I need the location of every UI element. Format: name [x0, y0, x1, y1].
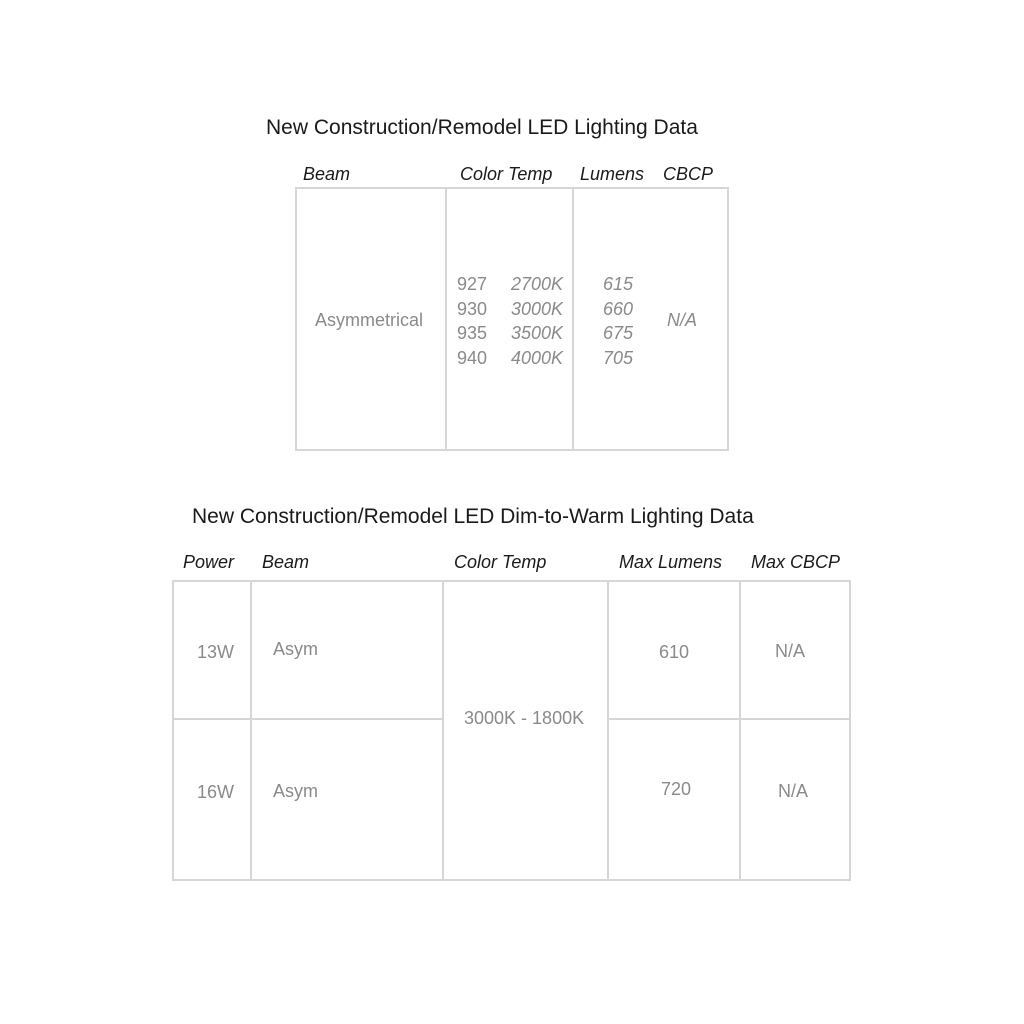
- table2-color-temp-value: 3000K - 1800K: [464, 708, 585, 728]
- table1-kelvin: 3500K: [511, 323, 564, 343]
- table2-header-max-cbcp: Max CBCP: [751, 552, 841, 572]
- table2-header-beam: Beam: [262, 552, 310, 572]
- table1-cbcp-value: N/A: [667, 310, 698, 330]
- table2-divider: [442, 580, 444, 881]
- table1-kelvin: 2700K: [511, 274, 564, 294]
- table1-kelvins: [511, 272, 563, 370]
- table1-header-beam: Beam: [303, 164, 351, 184]
- table1-lumens-value: 675: [603, 323, 634, 343]
- table2-divider: [739, 580, 741, 881]
- table2-row2-max-cbcp: N/A: [778, 781, 809, 801]
- table2-header-max-lumens: Max Lumens: [619, 552, 723, 572]
- table1-lumens: [603, 272, 633, 370]
- table1-lumens-value: 705: [603, 347, 634, 368]
- table1-kelvin: 4000K: [511, 347, 564, 368]
- table1-beam-value: Asymmetrical: [315, 310, 424, 330]
- table1-lumens-value: 615: [603, 274, 634, 294]
- table2-row1-beam: Asym: [273, 639, 318, 659]
- table1-header-color-temp: Color Temp: [460, 164, 553, 184]
- table2-divider: [250, 580, 252, 881]
- table2-row-divider: [607, 718, 851, 720]
- table2-row1-power: 13W: [197, 642, 235, 662]
- table2-row1-max-lumens: 610: [659, 642, 690, 662]
- table1-divider: [572, 187, 574, 451]
- table2-divider: [607, 580, 609, 881]
- table1-cri-code: 935: [457, 323, 488, 343]
- table1-title: New Construction/Remodel LED Lighting Data: [266, 116, 698, 139]
- table1-kelvin: 3000K: [511, 298, 564, 319]
- table1-cri-code: 940: [457, 347, 488, 368]
- table2-row2-max-lumens: 720: [661, 779, 692, 799]
- table1-cri-code: 927: [457, 274, 488, 294]
- table1-header-lumens: Lumens: [580, 164, 645, 184]
- table1-divider: [445, 187, 447, 451]
- table2-row-divider: [172, 718, 443, 720]
- table1-cri-code: 930: [457, 298, 488, 319]
- table2-row1-max-cbcp: N/A: [775, 641, 806, 661]
- table2-frame: [172, 580, 851, 881]
- table2-row2-beam: Asym: [273, 781, 318, 801]
- table2-header-power: Power: [183, 552, 235, 572]
- table1-cri-codes: [457, 272, 487, 370]
- table1-lumens-value: 660: [603, 298, 634, 319]
- table2-title: New Construction/Remodel LED Dim-to-Warm Lighting Data: [192, 505, 754, 528]
- table1-header-cbcp: CBCP: [663, 164, 714, 184]
- table2-row2-power: 16W: [197, 782, 235, 802]
- table2-header-color-temp: Color Temp: [454, 552, 547, 572]
